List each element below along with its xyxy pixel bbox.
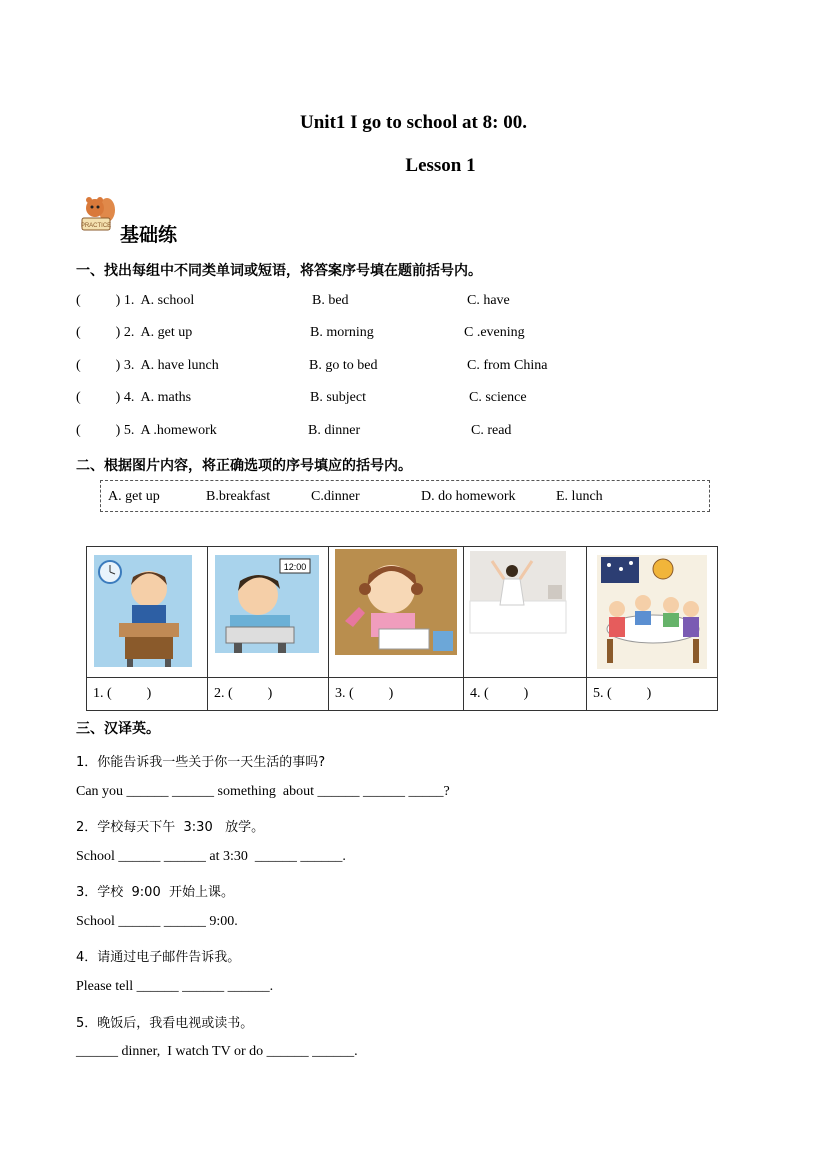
picture-cell [587, 547, 718, 678]
option-c: C.dinner [311, 489, 360, 504]
page-title: Unit1 I go to school at 8: 00. [300, 112, 527, 133]
translation-answer-line[interactable]: ______ dinner, I watch TV or do ______ ______. [76, 1044, 358, 1059]
translation-answer-line[interactable]: Can you ______ ______ something about ______ ______ _____? [76, 784, 450, 799]
row-question: ( ) 2. A. get up [76, 325, 193, 340]
option-d: D. do homework [421, 489, 516, 504]
section-badge-label: 基础练 [120, 224, 178, 246]
picture-cell [87, 547, 208, 678]
lesson-title: Lesson 1 [405, 155, 476, 176]
badge-icon-text: PRACTICE [80, 223, 112, 229]
options-box [100, 480, 710, 512]
picture-table [86, 546, 718, 711]
answer-cell[interactable]: 1. ( ) [87, 678, 208, 711]
row-question: ( ) 4. A. maths [76, 390, 192, 405]
answer-cell[interactable]: 2. ( ) [208, 678, 329, 711]
row-question: ( ) 5. A .homework [76, 423, 217, 438]
option-b: B.breakfast [206, 489, 271, 504]
picture-cell [329, 547, 464, 678]
row-option-b: B. bed [312, 293, 349, 308]
picture-row [87, 547, 718, 678]
row-option-c: C. from China [467, 358, 548, 373]
girl-get-up-picture [464, 547, 586, 677]
translation-prompt: 5．晚饭后，我看电视或读书。 [76, 1016, 254, 1031]
translation-prompt: 4．请通过电子邮件告诉我。 [76, 950, 241, 965]
row-option-b: B. subject [310, 390, 366, 405]
section2-heading: 二、根据图片内容，将正确选项的序号填应的括号内。 [76, 458, 412, 474]
option-e: E. lunch [556, 489, 603, 504]
translation-prompt: 3．学校 9:00 开始上课。 [76, 885, 234, 900]
translation-prompt: 1．你能告诉我一些关于你一天生活的事吗? [76, 755, 326, 770]
answer-cell[interactable]: 3. ( ) [329, 678, 464, 711]
section1-heading: 一、找出每组中不同类单词或短语，将答案序号填在题前括号内。 [76, 263, 482, 279]
clock-label: 12:00 [283, 562, 307, 572]
row-option-b: B. dinner [308, 423, 361, 438]
boy-lunch-picture [208, 547, 328, 677]
picture-cell [464, 547, 587, 678]
row-option-c: C .evening [464, 325, 525, 340]
picture-cell [208, 547, 329, 678]
family-dinner-picture [587, 547, 717, 677]
row-question: ( ) 1. A. school [76, 293, 195, 308]
row-option-b: B. go to bed [309, 358, 378, 373]
row-question: ( ) 3. A. have lunch [76, 358, 219, 373]
row-option-c: C. science [469, 390, 527, 405]
squirrel-practice-icon [78, 196, 116, 234]
translation-answer-line[interactable]: School ______ ______ at 3:30 ______ ______. [76, 849, 346, 864]
girl-homework-picture [329, 547, 463, 677]
option-a: A. get up [108, 489, 160, 504]
answer-cell[interactable]: 4. ( ) [464, 678, 587, 711]
answer-row [87, 678, 718, 711]
row-option-c: C. have [467, 293, 510, 308]
section3-heading: 三、汉译英。 [76, 721, 160, 737]
translation-answer-line[interactable]: Please tell ______ ______ ______. [76, 979, 274, 994]
translation-answer-line[interactable]: School ______ ______ 9:00. [76, 914, 238, 929]
translation-prompt: 2．学校每天下午 3:30 放学。 [76, 820, 265, 835]
answer-cell[interactable]: 5. ( ) [587, 678, 718, 711]
boy-breakfast-picture [87, 547, 207, 677]
row-option-b: B. morning [310, 325, 374, 340]
row-option-c: C. read [471, 423, 512, 438]
